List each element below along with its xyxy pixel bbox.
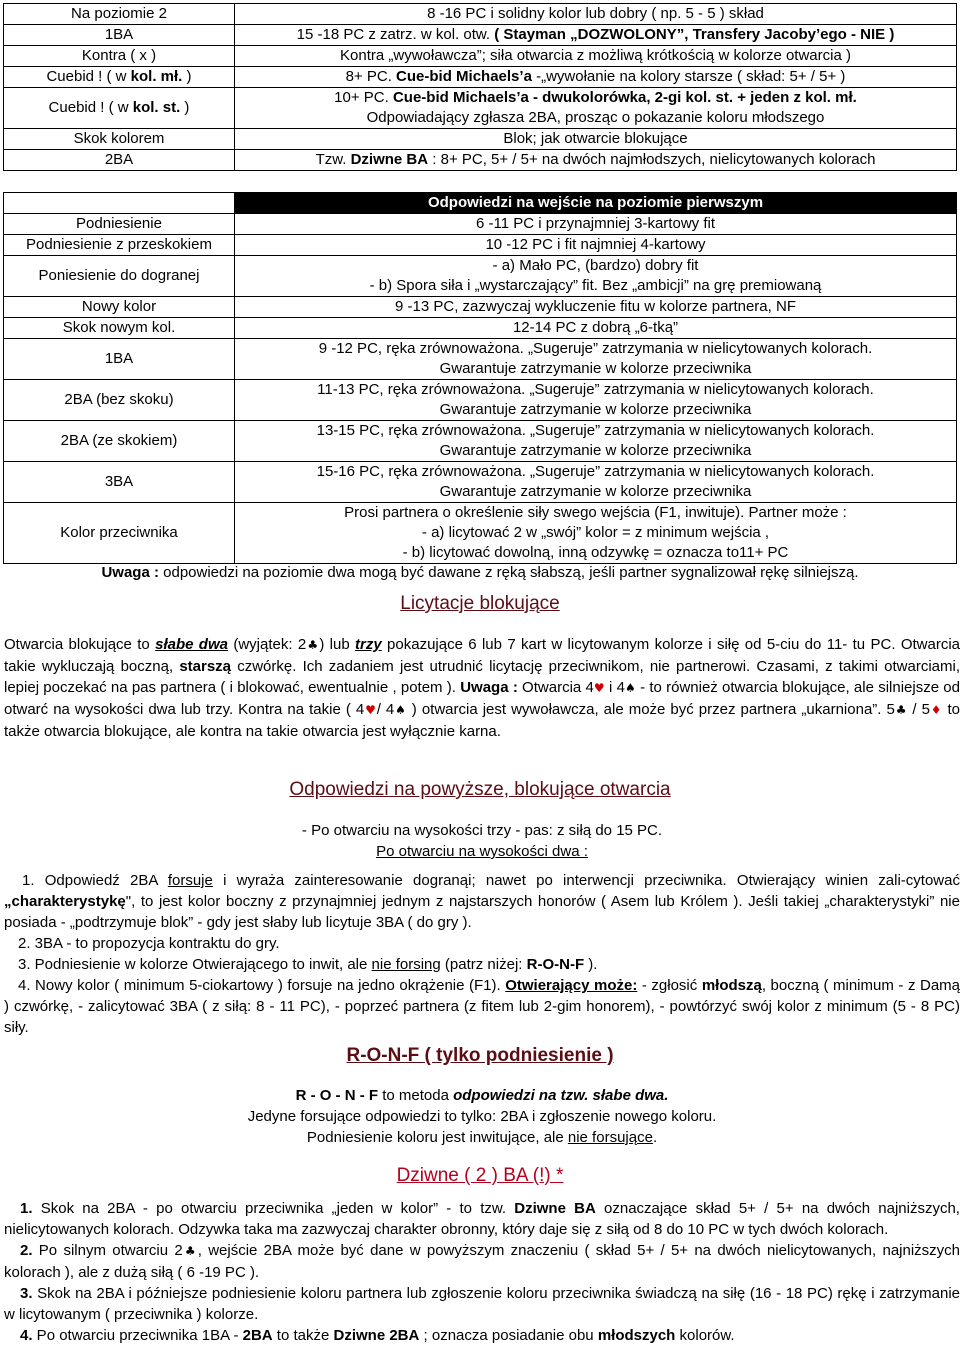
row-value: Kontra „wywoławcza”; siła otwarcia z możliwą krótkością w kolorze otwarcia ) <box>235 46 957 67</box>
list-item <box>4 954 960 975</box>
text: młodszą <box>701 977 762 994</box>
list-item <box>4 975 960 1038</box>
text: trzy <box>355 636 382 653</box>
text: / 4 <box>376 701 395 718</box>
text: ) lub <box>319 636 356 653</box>
text: Cuebid ! ( w <box>46 68 131 85</box>
text: kolorów. <box>675 1327 735 1344</box>
club-icon: ♣ <box>306 638 320 652</box>
row-value <box>235 67 957 88</box>
text: kol. mł. <box>130 68 183 85</box>
text: Po silnym otwarciu 2 <box>32 1242 183 1259</box>
text: odpowiedzi na tzw. słabe dwa. <box>453 1087 669 1104</box>
text: - b) Spora siła i „wystarczający” fit. Bez „ambicji” na grę premiowaną <box>369 277 822 294</box>
text: 2BA <box>242 1327 273 1344</box>
two-level-line: Po otwarciu na wysokości dwa : <box>376 843 588 860</box>
heading-responses-to-blocks: Odpowiedzi na powyższe, blokujące otwarcia <box>289 779 671 800</box>
heading-unusual-nt: Dziwne ( 2 ) BA (!) * <box>396 1165 564 1186</box>
text: Cue-bid Michaels’a <box>396 68 532 85</box>
heading-blocking-bids: Licytacje blokujące <box>400 593 560 614</box>
text: kol. st. <box>132 99 181 116</box>
text: 3. Podniesienie w kolorze Otwierającego to inwit, ale <box>18 956 372 973</box>
list-item <box>4 1283 960 1325</box>
text: i 4 <box>604 679 625 696</box>
text: ) otwarcia jest wywoławcza, ale może być przez partnera „ukarniona”. 5 <box>406 701 895 718</box>
text: to metoda <box>378 1087 454 1104</box>
ronf-line-1 <box>4 1085 960 1106</box>
text: i wyraża zainteresowanie dogranąi; nawet po interwencji przeciwnika. Otwierający winien zali-cytować <box>212 872 960 889</box>
text: Gwarantuje zatrzymanie w kolorze przeciwnika <box>439 360 752 377</box>
row-key <box>4 88 235 129</box>
text: ( Stayman „DOZWOLONY”, Transfery Jacoby’ego - NIE ) <box>494 26 895 43</box>
table-row <box>4 129 957 150</box>
row-key: Na poziomie 2 <box>4 4 235 25</box>
text: Po otwarciu przeciwnika 1BA - <box>32 1327 243 1344</box>
text: 10+ PC. <box>334 89 393 106</box>
row-value: 12-14 PC z dobrą „6-tką” <box>235 318 957 339</box>
text: Gwarantuje zatrzymanie w kolorze przeciwnika <box>439 442 752 459</box>
row-value <box>235 256 957 297</box>
ronf-line-2: Jedyne forsujące odpowiedzi to tylko: 2BA i zgłoszenie nowego koloru. <box>247 1108 717 1125</box>
text: 3. <box>20 1285 33 1302</box>
text: Skok na 2BA - po otwarciu przeciwnika „jeden w kolor” - to tzw. <box>32 1200 515 1217</box>
table-row <box>4 46 957 67</box>
club-icon: ♣ <box>894 703 908 717</box>
table-row <box>4 297 957 318</box>
table-row <box>4 339 957 380</box>
text: 15 -18 PC z zatrz. w kol. otw. <box>296 26 495 43</box>
table-row <box>4 462 957 503</box>
list-item <box>4 1325 960 1346</box>
row-value: 6 -11 PC i przynajmniej 3-kartowy fit <box>235 214 957 235</box>
text: czwórkę. Ich zadaniem jest utrudnić licytację przeciwnikom, nie partnerowi. Czasami, z takimi otwarciami, lepiej poczekać na pas partnera ( i blokować, ewentualnie , potem ). <box>4 658 960 696</box>
row-value <box>235 380 957 421</box>
text: Dziwne BA <box>350 151 429 168</box>
row-key: 2BA (ze skokiem) <box>4 421 235 462</box>
unusual-nt-list <box>4 1198 960 1346</box>
table-row <box>4 150 957 171</box>
row-value <box>235 339 957 380</box>
text: 8+ PC. <box>345 68 397 85</box>
table-row <box>4 256 957 297</box>
text: Skok na 2BA i późniejsze podniesienie koloru partnera lub zgłoszenie koloru przeciwnika świadczą na siłę (16 - 18 PC) rękę i zatrzymanie w licytowanym ( przeciwnika ) kolorze. <box>4 1285 960 1323</box>
diamond-icon: ♦ <box>929 703 943 717</box>
text: 11-13 PC, ręka zrównoważona. „Sugeruje” zatrzymania w nielicytowanych kolorach. <box>317 381 874 398</box>
row-value <box>235 150 957 171</box>
table-title: Odpowiedzi na wejście na poziomie pierwszym <box>235 193 957 214</box>
ronf-line-3 <box>4 1127 960 1148</box>
note-text: odpowiedzi na poziomie dwa mogą być dawane z ręką słabszą, jeśli partner sygnalizował rękę silniejszą. <box>158 564 859 581</box>
text: 2. 3BA - to propozycja kontraktu do gry. <box>18 935 280 952</box>
text: Otwarcia 4 <box>517 679 594 696</box>
row-key: 2BA <box>4 150 235 171</box>
row-key: Podniesienie <box>4 214 235 235</box>
text: słabe dwa <box>155 636 228 653</box>
table-row <box>4 4 957 25</box>
text: . <box>652 1129 658 1146</box>
text: Cue-bid Michaels’a - dwukolorówka, 2-gi kol. st. + jeden z kol. mł. <box>392 89 857 106</box>
text: 4. <box>20 1327 33 1344</box>
row-value <box>235 503 957 564</box>
note-label: Uwaga : <box>101 564 159 581</box>
table-row <box>4 421 957 462</box>
row-key: 1BA <box>4 339 235 380</box>
text: , boczną ( minimum - z Damą ) czwórkę, - zalicytować 3BA ( z siłą: 8 - 11 PC), - poprzeć partnera (z fitem lub 2-gim honorem), - powtórzyć swój kolor z minimum (5 - 8 PC) siły. <box>4 977 960 1036</box>
text: R-O-N-F <box>526 956 585 973</box>
row-value <box>235 421 957 462</box>
responses-list <box>4 870 960 1038</box>
row-key: 1BA <box>4 25 235 46</box>
text: : 8+ PC, 5+ / 5+ na dwóch najmłodszych, nielicytowanych kolorach <box>428 151 876 168</box>
text: - a) licytować 2 w „swój” kolor = z minimum wejścia , <box>421 524 770 541</box>
table-row <box>4 380 957 421</box>
list-item <box>4 933 960 954</box>
text: ). <box>584 956 598 973</box>
text: Podniesienie koloru jest inwitujące, ale <box>306 1129 568 1146</box>
row-value: Blok; jak otwarcie blokujące <box>235 129 957 150</box>
overcall-table <box>3 3 957 171</box>
text: 1. Odpowiedź 2BA <box>22 872 168 889</box>
text: oznaczające skład 5+ / 5+ na dwóch najniższych, nielicytowanych kolorach. Odzywka taka ma zazwyczaj charakter obronny, który daje się z siłą od 8 do 10 PC w tych dwóch kolorach. <box>4 1200 960 1238</box>
text: - zgłosić <box>637 977 702 994</box>
text: 4. Nowy kolor ( minimum 5-ciokartowy ) forsuje na jedno okrążenie (F1). <box>18 977 506 994</box>
pass-line: - Po otwarciu na wysokości trzy - pas: z siłą do 15 PC. <box>301 822 663 839</box>
row-key: 2BA (bez skoku) <box>4 380 235 421</box>
text: 1. <box>20 1200 33 1217</box>
heading-ronf: R-O-N-F ( tylko podniesienie ) <box>346 1045 614 1066</box>
list-item <box>4 1198 960 1240</box>
table-row <box>4 214 957 235</box>
spade-icon: ♠ <box>624 681 636 695</box>
spade-icon: ♠ <box>394 703 407 717</box>
text: to także otwarcia blokujące, ale kontra na takie otwarcia jest wyłącznie karna. <box>4 701 960 740</box>
row-value: 8 -16 PC i solidny kolor lub dobry ( np. 5 - 5 ) skład <box>235 4 957 25</box>
row-key: 3BA <box>4 462 235 503</box>
table-row <box>4 318 957 339</box>
text: „charakterystykę <box>4 893 126 910</box>
row-value <box>235 462 957 503</box>
table-row <box>4 503 957 564</box>
text: ; oznacza posiadanie obu <box>419 1327 598 1344</box>
text: ) <box>180 99 190 116</box>
row-key: Nowy kolor <box>4 297 235 318</box>
text: forsuje <box>167 872 213 889</box>
text: - a) Mało PC, (bardzo) dobry fit <box>492 257 699 274</box>
text: 9 -12 PC, ręka zrównoważona. „Sugeruje” zatrzymania w nielicytowanych kolorach. <box>318 340 873 357</box>
text: 13-15 PC, ręka zrównoważona. „Sugeruje” zatrzymania w nielicytowanych kolorach. <box>316 422 875 439</box>
table-row <box>4 235 957 256</box>
table-row <box>4 25 957 46</box>
club-icon: ♣ <box>182 1244 198 1258</box>
table-row <box>4 88 957 129</box>
text: nie forsujące <box>567 1129 653 1146</box>
text: pokazujące 6 lub 7 kart w licytowanym kolorze i siłę od 5-ciu do 11- tu PC. Otwarcia takie wykluczają boczną, <box>4 636 960 675</box>
row-value: 9 -13 PC, zazwyczaj wykluczenie fitu w kolorze partnera, NF <box>235 297 957 318</box>
text: / 5 <box>907 701 930 718</box>
text: R - O - N - F <box>295 1087 379 1104</box>
row-value <box>235 88 957 129</box>
text: Otwarcia blokujące to <box>4 636 156 653</box>
row-key: Poniesienie do dogranej <box>4 256 235 297</box>
text: nie forsing <box>371 956 441 973</box>
row-key: Podniesienie z przeskokiem <box>4 235 235 256</box>
list-item <box>4 1240 960 1283</box>
text: Gwarantuje zatrzymanie w kolorze przeciwnika <box>439 483 752 500</box>
text: - b) licytować dowolną, inną odzywkę = oznacza to11+ PC <box>402 544 789 561</box>
row-key: Kontra ( x ) <box>4 46 235 67</box>
text: Prosi partnera o określenie siły swego wejścia (F1, inwituje). Partner może : <box>344 504 847 521</box>
header-blank <box>4 193 235 214</box>
text: Otwierający może: <box>505 977 638 994</box>
text: starszą <box>179 658 232 675</box>
text: 2. <box>20 1242 33 1259</box>
row-key: Skok nowym kol. <box>4 318 235 339</box>
text: -„wywołanie na kolory starsze ( skład: 5+ / 5+ ) <box>531 68 846 85</box>
text: 15-16 PC, ręka zrównoważona. „Sugeruje” zatrzymania w nielicytowanych kolorach. <box>316 463 875 480</box>
text: Dziwne 2BA <box>333 1327 420 1344</box>
text: młodszych <box>597 1327 676 1344</box>
text: Gwarantuje zatrzymanie w kolorze przeciwnika <box>439 401 752 418</box>
blocking-paragraph <box>4 634 960 742</box>
row-value: 10 -12 PC i fit najmniej 4-kartowy <box>235 235 957 256</box>
responses-table <box>3 192 957 564</box>
text: , wejście 2BA może być dane w powyższym znaczeniu ( skład 5+ / 5+ na dwóch nielicytowanych, najniższych kolorach ), ale z dużą siłą ( 6 -19 PC ). <box>4 1242 960 1281</box>
heart-icon: ♥ <box>364 703 377 717</box>
text: Odpowiadający zgłasza 2BA, prosząc o pokazanie koloru młodszego <box>366 109 825 126</box>
table-header <box>4 193 957 214</box>
row-value <box>235 25 957 46</box>
text: - to również otwarcia blokujące, ale silniejsze od otwarć na wysokości dwa lub trzy. Kontra na takie ( 4 <box>4 679 960 718</box>
note-line <box>0 563 960 583</box>
text: Dziwne BA <box>514 1200 596 1217</box>
text: (wyjątek: 2 <box>227 636 307 653</box>
row-key: Skok kolorem <box>4 129 235 150</box>
text: to także <box>272 1327 334 1344</box>
text: (patrz niżej: <box>440 956 527 973</box>
text: ", to jest kolor boczny z przynajmniej jednym z najstarszych honorów ( Asem lub Królem ). Jeśli takiej „charakterystyki” nie posiada - „podtrzymuje blok” - gdy jest słaby lub licytuje 3BA ( do gry ). <box>4 893 960 931</box>
list-item <box>4 870 960 933</box>
text: ) <box>182 68 192 85</box>
table-row <box>4 67 957 88</box>
text: Uwaga : <box>460 679 518 696</box>
text: Tzw. <box>315 151 351 168</box>
heart-icon: ♥ <box>593 681 605 695</box>
row-key <box>4 67 235 88</box>
text: Cuebid ! ( w <box>48 99 133 116</box>
row-key: Kolor przeciwnika <box>4 503 235 564</box>
